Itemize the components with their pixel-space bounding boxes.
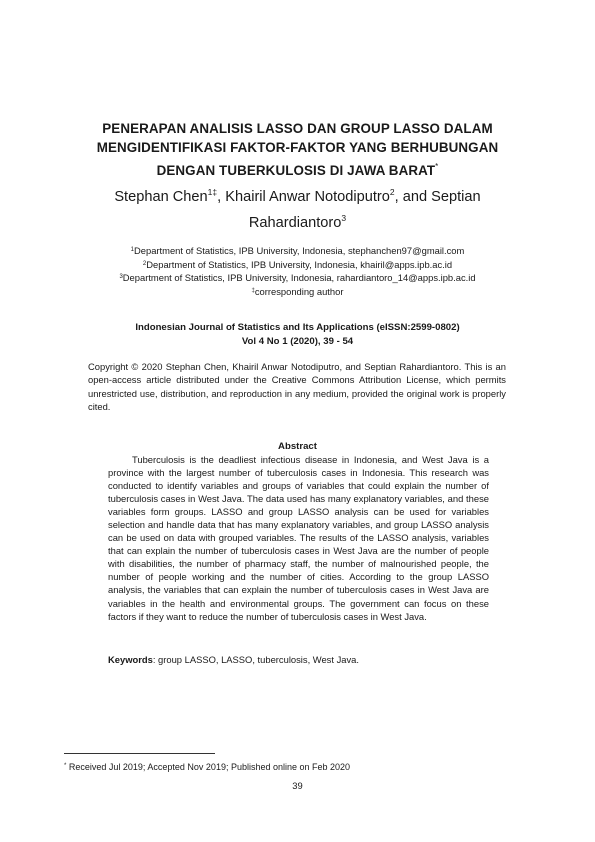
footnote-marker: *: [64, 763, 67, 769]
page-number: 39: [292, 780, 303, 791]
footnote-text: Received Jul 2019; Accepted Nov 2019; Published online on Feb 2020: [66, 762, 351, 772]
affiliation-1: [80, 244, 515, 258]
affiliation-3: [80, 271, 515, 285]
affiliation-1-text: Department of Statistics, IPB University, Indonesia, stephanchen97@gmail.com: [134, 245, 465, 256]
title-line-3-text: DENGAN TUBERKULOSIS DI JAWA BARAT: [156, 163, 436, 178]
affiliation-2-text: Department of Statistics, IPB University, Indonesia, khairil@apps.ipb.ac.id: [146, 258, 453, 270]
journal-name: Indonesian Journal of Statistics and Its Applications (eISSN:2599-0802): [135, 322, 460, 333]
keywords-text: : group LASSO, LASSO, tuberculosis, West Java.: [152, 654, 359, 665]
affiliation-1-sup: 1: [130, 247, 134, 253]
affiliation-2: [80, 258, 515, 272]
footnote-divider: [64, 753, 215, 754]
corresponding-text: corresponding author: [254, 285, 344, 297]
author-2-sup: 2: [389, 187, 395, 197]
abstract-heading: Abstract: [278, 441, 317, 452]
keywords-label: Keywords: [108, 654, 153, 665]
paper-title: [60, 119, 535, 180]
author-2-name: , Khairil Anwar Notodiputro: [217, 189, 390, 205]
author-line-2: [80, 208, 515, 234]
title-line-2: MENGIDENTIFIKASI FAKTOR-FAKTOR YANG BERHUBUNGAN: [96, 140, 499, 155]
affiliation-3-sup: 3: [119, 274, 123, 280]
title-line-3: [60, 157, 535, 180]
author-1-sup: 1‡: [207, 187, 218, 197]
affiliation-3-text: Department of Statistics, IPB University, Indonesia, rahardiantoro_14@apps.ipb.ac.id: [122, 272, 476, 283]
author-3-sup: 3: [341, 213, 347, 223]
abstract-body: Tuberculosis is the deadliest infectious disease in Indonesia, and West Java is a province with the largest number of tuberculosis cases in Indonesia. This research was conducted to identify variables and groups of variables that could explain the number of tuberculosis cases in West Java. The data used has many explanatory variables, and these variables form groups. LASSO and group LASSO analysis can be used for variables selection and handle data that has many explanatory variables, and group LASSO analysis can be used on data with grouped variables. The results of the LASSO analysis, variables that can explain the number of tuberculosis cases in West Java are the number of people with disabilities, the number of pharmacy staff, the number of malnourished people, the number of people working and the number of cities. According to the group LASSO analysis, the variables that can explain the number of tuberculosis cases in West Java are variables in the health and environmental groups. The government can focus on these factors if they want to reduce the number of tuberculosis cases in West Java.: [108, 454, 489, 622]
journal-issue: Vol 4 No 1 (2020), 39 - 54: [241, 335, 354, 347]
journal-info: [80, 321, 515, 348]
corresponding-sup: ‡: [251, 287, 255, 294]
corresponding-note: [80, 285, 515, 299]
affiliations: [80, 244, 515, 298]
affiliation-2-sup: 2: [142, 260, 147, 267]
copyright-notice: Copyright © 2020 Stephan Chen, Khairil Anwar Notodiputro, and Septian Rahardiantoro. This is an open-access article distributed under the Creative Commons Attribution License, which permits unrestricted use, distribution, and reproduction in any medium, provided the original work is properly cited.: [88, 361, 506, 413]
author-3-name-cont: Rahardiantoro: [248, 215, 342, 231]
author-1-name: Stephan Chen: [114, 189, 208, 205]
author-3-name: , and Septian: [394, 189, 481, 205]
author-line-1: [80, 182, 515, 208]
title-line-1: PENERAPAN ANALISIS LASSO DAN GROUP LASSO DALAM: [102, 121, 493, 136]
title-footnote-marker: *: [435, 162, 439, 171]
author-list: [80, 182, 515, 234]
footnote: [64, 760, 534, 773]
keywords: [108, 653, 489, 666]
